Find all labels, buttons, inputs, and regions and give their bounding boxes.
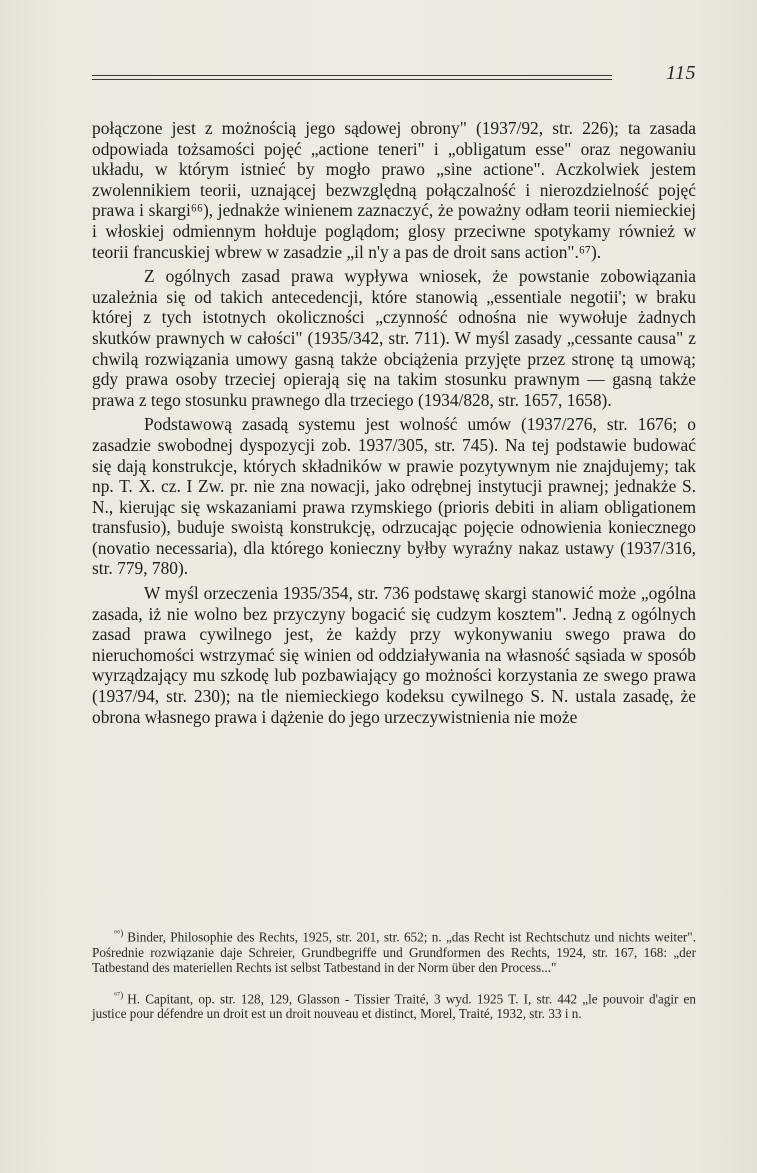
- paragraph: połączone jest z możnością jego sądowej obrony" (1937/92, str. 226); ta zasada odpowiada tożsamości pojęć „actione teneri" i „obligatum esse" oraz negowaniu układu, w którym istnieć by mogło prawo „sine actione". Aczkolwiek jestem zwolennikiem teorii, uznającej bezwzględną połączalność i nierozdzielność pojęć prawa i skargi⁶⁶), jednakże winienem zaznaczyć, że poważny odłam teorii niemieckiej i włoskiej odmiennym hołduje poglądom; glosy przeciwne spotykamy również w teorii francuskiej wbrew w zasadzie „il n'y a pas de droit sans action".⁶⁷).: [92, 118, 696, 262]
- footnotes: [92, 926, 696, 1022]
- paragraph: W myśl orzeczenia 1935/354, str. 736 podstawę skargi stanowić może „ogólna zasada, iż nie wolno bez przyczyny bogacić się cudzym kosztem". Jedną z ogólnych zasad prawa cywilnego jest, że każdy przy wykonywaniu swego prawa do nieruchomości wstrzymać się winien od oddziaływania na własność sąsiada w sposób wyrządzający mu szkodę lub pozbawiający go możności korzystania ze swego prawa (1937/94, str. 230); na tle niemieckiego kodeksu cywilnego S. N. ustala zasadę, że obrona własnego prawa i dążenie do jego urzeczywistnienia nie może: [92, 583, 696, 727]
- paragraph: Z ogólnych zasad prawa wypływa wniosek, że powstanie zobowiązania uzależnia się od takich antecedencji, które stanowią „essentiale negotii'; w braku której z tych istotnych okoliczności „czynność odnośna nie wywołuje żadnych skutków prawnych w całości" (1935/342, str. 711). W myśl zasady „cessante causa" z chwilą rozwiązania umowy gasną także obciążenia przyjęte przez stronę tą umową; gdy prawa osoby trzeciej opierają się na takim stosunku prawnym — gasną także prawa z tego stosunku prawnego dla trzeciego (1934/828, str. 1657, 1658).: [92, 266, 696, 410]
- footnote: [92, 988, 696, 1022]
- header-rule: [92, 79, 612, 80]
- body-text: [92, 118, 696, 727]
- paragraph: Podstawową zasadą systemu jest wolność umów (1937/276, str. 1676; o zasadzie swobodnej dyspozycji zob. 1937/305, str. 745). Na tej podstawie budować się dają konstrukcje, których składników w prawie pozytywnym nie znajdujemy; tak np. T. X. cz. I Zw. pr. nie zna nowacji, jako odrębnej instytucji prawnej; jednakże S. N., kierując się wskazaniami prawa rzymskiego (prioris debiti in aliam obligationem transfusio), buduje swoistą konstrukcję, odrzucając pojęcie odnowienia koniecznego (novatio necessaria), dla którego konieczny byłby wyraźny nakaz ustawy (1937/316, str. 779, 780).: [92, 414, 696, 579]
- footnote-text: H. Capitant, op. str. 128, 129, Glasson - Tissier Traité, 3 wyd. 1925 T. I, str. 442 „le pouvoir d'agir en justice pour défendre un droit est un droit nouveau et distinct, Morel, Traité, 1932, str. 33 i n.: [92, 991, 696, 1022]
- page-header: [92, 62, 696, 92]
- footnote: [92, 926, 696, 976]
- page-number: 115: [665, 62, 696, 84]
- footnote-text: Binder, Philosophie des Rechts, 1925, str. 201, str. 652; n. „das Recht ist Rechtschutz und nichts weiter". Pośrednie rozwiązanie daje Schreier, Grundbegriffe und Grundformen des Rechts, 1924, str. 167, 168: „der Tatbestand des materiellen Rechts ist selbst Tatbestand in der Norm über den Process...": [92, 929, 696, 976]
- footnote-marker: ⁶⁶): [114, 928, 124, 938]
- footnote-marker: ⁶⁷): [114, 989, 124, 1000]
- header-rule: [92, 75, 612, 76]
